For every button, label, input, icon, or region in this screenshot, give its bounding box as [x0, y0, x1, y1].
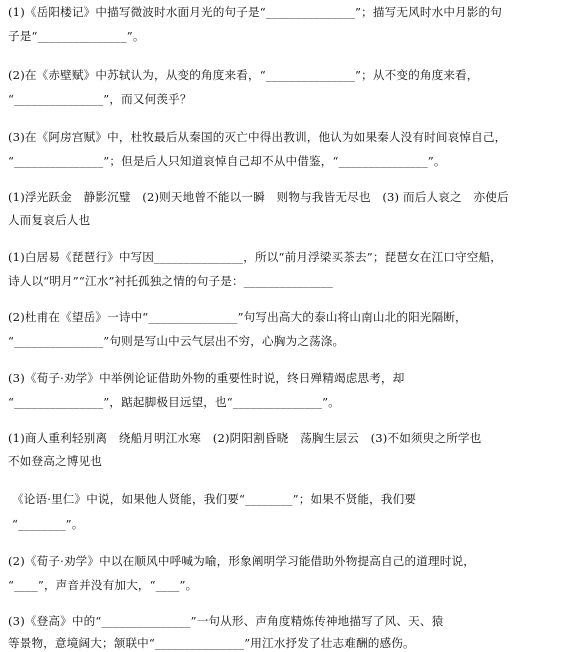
text-line-1: (1)《岳阳楼记》中描写微波时水面月光的句子是“_______________”；描写无风时水中月影的句: [8, 5, 503, 19]
text-line-17: 《论语·里仁》中说，如果他人贤能，我们要“________”；如果不贤能，我们要: [12, 492, 417, 506]
text-line-6: “_______________”；但是后人只知道哀悼自己却不从中借鉴，“_______________”。: [8, 154, 446, 168]
text-line-15: (1)商人重利轻别离 绕船月明江水寒 (2)阴阳割昏晓 荡胸生层云 (3)不如须臾之所学也: [8, 431, 482, 445]
text-line-18: “________”。: [12, 517, 84, 531]
text-line-2: 子是“_______________”。: [8, 29, 145, 43]
text-line-14: “_______________”，踮起脚极目远望，也“_______________”。: [8, 395, 340, 409]
text-line-4: “_______________”，而又何羡乎？: [8, 92, 192, 106]
text-line-3: (2)在《赤壁赋》中苏轼认为，从变的角度来看，“_______________”；从不变的角度来看，: [8, 68, 479, 82]
text-line-21: (3)《登高》中的“_______________”一句从形、声角度精炼传神地描写了风、天、猿: [8, 614, 444, 628]
text-line-12: “_______________”句则是写山中云气层出不穷，心胸为之荡涤。: [8, 334, 345, 348]
text-line-10: 诗人以“明月”“江水”衬托孤独之情的句子是：_______________: [8, 274, 333, 288]
text-line-5: (3)在《阿房宫赋》中，杜牧最后从秦国的灭亡中得出教训，他认为如果秦人没有时间哀悼自己，: [8, 130, 507, 144]
text-line-16: 不如登高之博见也: [8, 454, 102, 468]
text-line-13: (3)《荀子·劝学》中举例论证借助外物的重要性时说，终日殚精竭虑思考，却: [8, 371, 405, 385]
text-line-11: (2)杜甫在《望岳》一诗中“_______________”句写出高大的泰山将山南山北的阳光隔断，: [8, 310, 467, 324]
text-line-22: 等景物，意境阔大；颔联中“_______________”用江水抒发了壮志难酬的感伤。: [8, 636, 415, 650]
text-line-9: (1)白居易《琵琶行》中写因_______________，所以“前月浮梁买茶去”；琵琶女在江口守空船，: [8, 250, 503, 264]
text-line-7: (1)浮光跃金 静影沉璧 (2)则天地曾不能以一瞬 则物与我皆无尽也 (3) 而后人哀之 亦使后: [8, 190, 509, 204]
text-line-19: (2)《荀子·劝学》中以在顺风中呼喊为喻，形象阐明学习能借助外物提高自己的道理时说，: [8, 554, 475, 568]
text-line-8: 人而复哀后人也: [8, 213, 91, 227]
text-line-20: “____”，声音并没有加大，“____”。: [8, 578, 198, 592]
